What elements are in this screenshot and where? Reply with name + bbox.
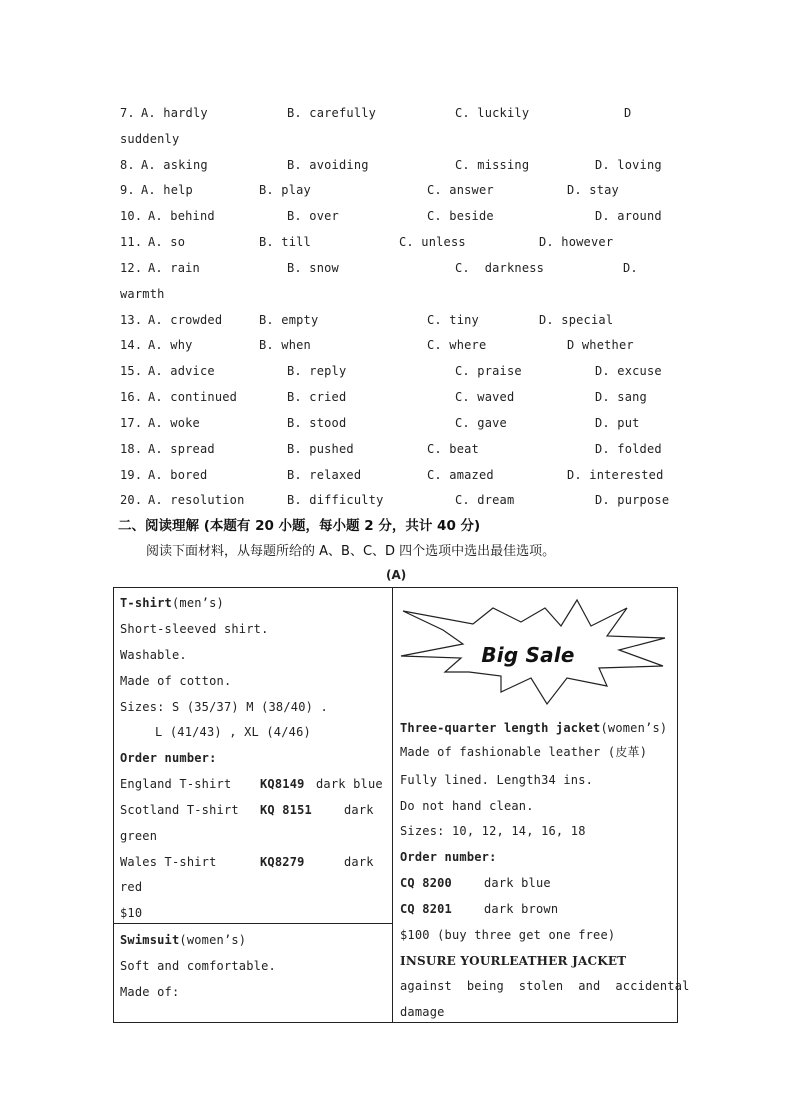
option-a: A. why: [148, 338, 193, 352]
option-a: A. bored: [148, 468, 208, 482]
option-c: C. beat: [427, 442, 479, 456]
option-d: D. however: [539, 235, 614, 249]
big-sale-burst: [393, 588, 677, 708]
option-a: A. continued: [148, 390, 238, 404]
big-sale-text: Big Sale: [481, 643, 575, 667]
option-c: C. where: [427, 338, 487, 352]
tshirt-title-suffix: (men’s): [171, 596, 224, 610]
jacket-line3: Do not hand clean.: [400, 799, 534, 813]
option-a: A. so: [148, 235, 186, 249]
option-b: B. play: [259, 183, 311, 197]
order-color: dark blue: [316, 777, 383, 791]
order-color: dark blue: [484, 876, 551, 890]
swimsuit-title-line: [120, 931, 246, 949]
question-number: 18.: [120, 442, 143, 456]
option-b: B. snow: [287, 261, 339, 275]
jacket-order-row: [400, 874, 670, 892]
instructions: 阅读下面材料，从每题所给的 A、B、C、D 四个选项中选出最佳选项。: [146, 544, 556, 559]
option-d: D. folded: [595, 442, 662, 456]
option-b: B. empty: [259, 313, 319, 327]
question-number: 11.: [120, 235, 143, 249]
option-a: A. asking: [141, 158, 208, 172]
jacket-title: Three-quarter length jacket: [400, 721, 601, 735]
swimsuit-title-suffix: (women’s): [179, 933, 247, 947]
option-c: C. tiny: [427, 313, 479, 327]
tshirt-line2: Washable.: [120, 648, 187, 662]
option-b: B. carefully: [287, 106, 377, 120]
option-d: D. excuse: [595, 364, 662, 378]
order-code: CQ 8200: [400, 876, 452, 890]
question-row: [0, 156, 790, 174]
question-number: 8.: [120, 158, 135, 172]
jacket-insure-heading: INSURE YOURLEATHER JACKET: [400, 954, 627, 968]
option-c: C. amazed: [427, 468, 494, 482]
order-color-wrap: green: [120, 829, 158, 843]
question-row: [0, 233, 790, 251]
swimsuit-ad: [113, 923, 393, 1023]
tshirt-sizes2: L (41/43) , XL (4/46): [155, 725, 311, 739]
option-d: D. interested: [567, 468, 664, 482]
option-a: A. advice: [148, 364, 215, 378]
tshirt-order-label: Order number:: [120, 751, 217, 765]
jacket-title-suffix: (women’s): [600, 721, 668, 735]
question-row: [0, 491, 790, 509]
option-a: A. crowded: [148, 313, 223, 327]
swimsuit-line2: Made of:: [120, 985, 180, 999]
order-row-wales: [120, 853, 390, 871]
jacket-insure-text2: damage: [400, 1005, 445, 1019]
jacket-order-label: Order number:: [400, 850, 497, 864]
order-row-england: [120, 775, 390, 793]
option-c: C. gave: [455, 416, 507, 430]
option-a: A. spread: [148, 442, 215, 456]
tshirt-sizes1: Sizes: S (35/37) M (38/40) .: [120, 700, 328, 714]
section-heading: 二、阅读理解 (本题有 20 小题，每小题 2 分，共计 40 分): [118, 518, 481, 534]
order-code: CQ 8201: [400, 902, 452, 916]
option-d: D. sang: [595, 390, 647, 404]
option-c: C. unless: [399, 235, 466, 249]
option-d: D. purpose: [595, 493, 670, 507]
order-color: dark brown: [484, 902, 559, 916]
order-color: dark: [344, 855, 374, 869]
option-b: B. till: [259, 235, 311, 249]
option-b: B. reply: [287, 364, 347, 378]
option-c: C. answer: [427, 183, 494, 197]
option-d-wrap: warmth: [120, 287, 165, 301]
question-number: 14.: [120, 338, 143, 352]
option-a: A. help: [141, 183, 193, 197]
option-d: D whether: [567, 338, 634, 352]
option-d: D: [624, 106, 632, 120]
tshirt-ad: [113, 587, 393, 924]
option-c: C. beside: [427, 209, 494, 223]
question-row: [0, 388, 790, 406]
tshirt-price: $10: [120, 906, 143, 920]
option-a: A. resolution: [148, 493, 245, 507]
question-row: [0, 104, 790, 122]
question-row: [0, 414, 790, 432]
question-number: 16.: [120, 390, 143, 404]
jacket-ad: [392, 587, 690, 1023]
option-a: A. behind: [148, 209, 215, 223]
question-number: 12.: [120, 261, 143, 275]
tshirt-title: T-shirt: [120, 596, 172, 610]
jacket-order-row: [400, 900, 670, 918]
option-b: B. cried: [287, 390, 347, 404]
option-c: C. luckily: [455, 106, 530, 120]
question-row: [0, 207, 790, 225]
option-b: B. over: [287, 209, 339, 223]
question-row: [0, 362, 790, 380]
option-d: D.: [623, 261, 638, 275]
tshirt-line3: Made of cotton.: [120, 674, 232, 688]
swimsuit-title: Swimsuit: [120, 933, 180, 947]
passage-label: (A): [386, 568, 407, 582]
option-b: B. avoiding: [287, 158, 369, 172]
order-name: Wales T-shirt: [120, 855, 217, 869]
option-b: B. when: [259, 338, 311, 352]
question-number: 7.: [120, 106, 135, 120]
option-c: C. darkness: [455, 261, 545, 275]
option-d: D. put: [595, 416, 640, 430]
option-d-wrap: suddenly: [120, 132, 180, 146]
question-row: [0, 336, 790, 354]
jacket-insure-text1: against being stolen and accidental: [400, 979, 690, 993]
question-number: 9.: [120, 183, 135, 197]
option-d: D. special: [539, 313, 614, 327]
question-row: [0, 181, 790, 199]
order-name: Scotland T-shirt: [120, 803, 239, 817]
question-number: 13.: [120, 313, 143, 327]
order-code: KQ8149: [260, 777, 305, 791]
question-row: [0, 259, 790, 277]
question-number: 19.: [120, 468, 143, 482]
order-row-scotland: [120, 801, 390, 819]
swimsuit-line1: Soft and comfortable.: [120, 959, 276, 973]
option-b: B. stood: [287, 416, 347, 430]
option-b: B. pushed: [287, 442, 354, 456]
order-name: England T-shirt: [120, 777, 232, 791]
question-row: [0, 440, 790, 458]
jacket-sizes: Sizes: 10, 12, 14, 16, 18: [400, 824, 586, 838]
option-d: D. stay: [567, 183, 619, 197]
option-b: B. difficulty: [287, 493, 384, 507]
order-code: KQ8279: [260, 855, 305, 869]
question-number: 20.: [120, 493, 143, 507]
order-code: KQ 8151: [260, 803, 312, 817]
option-a: A. woke: [148, 416, 200, 430]
order-color: dark: [344, 803, 374, 817]
option-d: D. loving: [595, 158, 662, 172]
question-number: 15.: [120, 364, 143, 378]
tshirt-title-line: [120, 594, 224, 612]
question-number: 10.: [120, 209, 143, 223]
order-color-wrap: red: [120, 880, 143, 894]
jacket-line2: Fully lined. Length34 ins.: [400, 773, 594, 787]
option-c: C. praise: [455, 364, 522, 378]
jacket-title-line: [400, 719, 667, 737]
option-d: D. around: [595, 209, 662, 223]
jacket-price: $100 (buy three get one free): [400, 928, 616, 942]
question-number: 17.: [120, 416, 143, 430]
jacket-line1: Made of fashionable leather (皮革): [400, 745, 648, 759]
option-c: C. dream: [455, 493, 515, 507]
option-c: C. missing: [455, 158, 530, 172]
question-row: [0, 466, 790, 484]
option-c: C. waved: [455, 390, 515, 404]
question-row: [0, 311, 790, 329]
option-b: B. relaxed: [287, 468, 362, 482]
option-a: A. rain: [148, 261, 200, 275]
option-a: A. hardly: [141, 106, 208, 120]
tshirt-line1: Short-sleeved shirt.: [120, 622, 269, 636]
